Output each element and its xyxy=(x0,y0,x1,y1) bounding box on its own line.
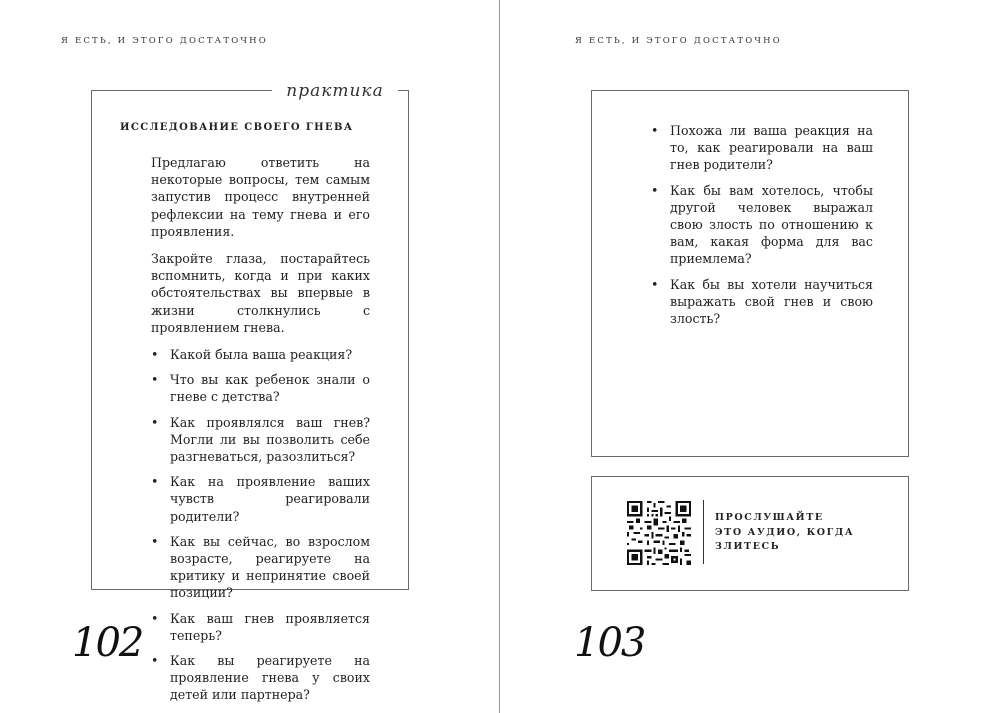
qr-code-icon[interactable] xyxy=(627,501,691,565)
section-title: ИССЛЕДОВАНИЕ СВОЕГО ГНЕВА xyxy=(120,122,354,133)
list-item: • Как вы сейчас, во взрослом возрасте, реагируете на критику и непринятие своей позиции? xyxy=(151,533,370,601)
bullet-icon: • xyxy=(651,123,659,138)
list-item: • Как бы вам хотелось, чтобы другой человек выражал свою злость по отношению к вам, какая форма для вас приемлема? xyxy=(651,182,873,267)
bullet-icon: • xyxy=(151,414,159,430)
callout-line-3: ЗЛИТЕСЬ xyxy=(715,541,781,552)
bullet-icon: • xyxy=(151,372,159,388)
bullet-icon: • xyxy=(151,474,159,490)
practice-label: практика xyxy=(272,80,398,102)
list-item: • Что вы как ребенок знали о гневе с детства? xyxy=(151,372,370,405)
list-item: • Как проявлялся ваш гнев? Могли ли вы позволить себе разгневаться, разозлиться? xyxy=(151,414,370,465)
right-page-number: 103 xyxy=(574,620,645,666)
list-item: • Как ваш гнев проявляется теперь? xyxy=(151,610,370,643)
audio-callout-text xyxy=(715,511,865,555)
right-running-head: Я ЕСТЬ, И ЭТОГО ДОСТАТОЧНО xyxy=(575,36,782,46)
callout-line-1: ПРОСЛУШАЙТЕ xyxy=(715,512,824,523)
bullet-icon: • xyxy=(151,653,159,669)
list-item: • Как на проявление ваших чувств реагировали родители? xyxy=(151,474,370,524)
book-gutter xyxy=(499,0,500,713)
bullet-icon: • xyxy=(151,533,159,549)
intro-paragraph-2: Закройте глаза, постарайтесь вспомнить, когда и при каких обстоятельствах вы впервые в жизни столкнулись с проявлением гнева. xyxy=(151,251,370,335)
left-running-head: Я ЕСТЬ, И ЭТОГО ДОСТАТОЧНО xyxy=(61,36,268,46)
left-page-number: 102 xyxy=(72,620,143,666)
list-item: • Похожа ли ваша реакция на то, как реагировали на ваш гнев родители? xyxy=(651,123,873,173)
bullet-icon: • xyxy=(651,276,659,292)
callout-divider xyxy=(703,500,704,564)
left-question-list xyxy=(151,346,370,704)
right-question-list xyxy=(651,122,873,327)
list-item: • Как вы реагируете на проявление гнева у своих детей или партнера? xyxy=(151,653,370,703)
left-body-text xyxy=(151,154,370,712)
list-item: • Какой была ваша реакция? xyxy=(151,347,353,363)
bullet-icon: • xyxy=(151,610,159,626)
right-body-text xyxy=(651,122,873,335)
list-item: • Как бы вы хотели научиться выражать свой гнев и свою злость? xyxy=(651,276,873,327)
callout-line-2: ЭТО АУДИО, КОГДА xyxy=(715,526,855,538)
bullet-icon: • xyxy=(151,347,159,363)
intro-paragraph-1: Предлагаю ответить на некоторые вопросы, тем самым запустив процесс внутренней рефлексии на тему гнева и его проявления. xyxy=(151,155,370,239)
bullet-icon: • xyxy=(651,182,659,198)
